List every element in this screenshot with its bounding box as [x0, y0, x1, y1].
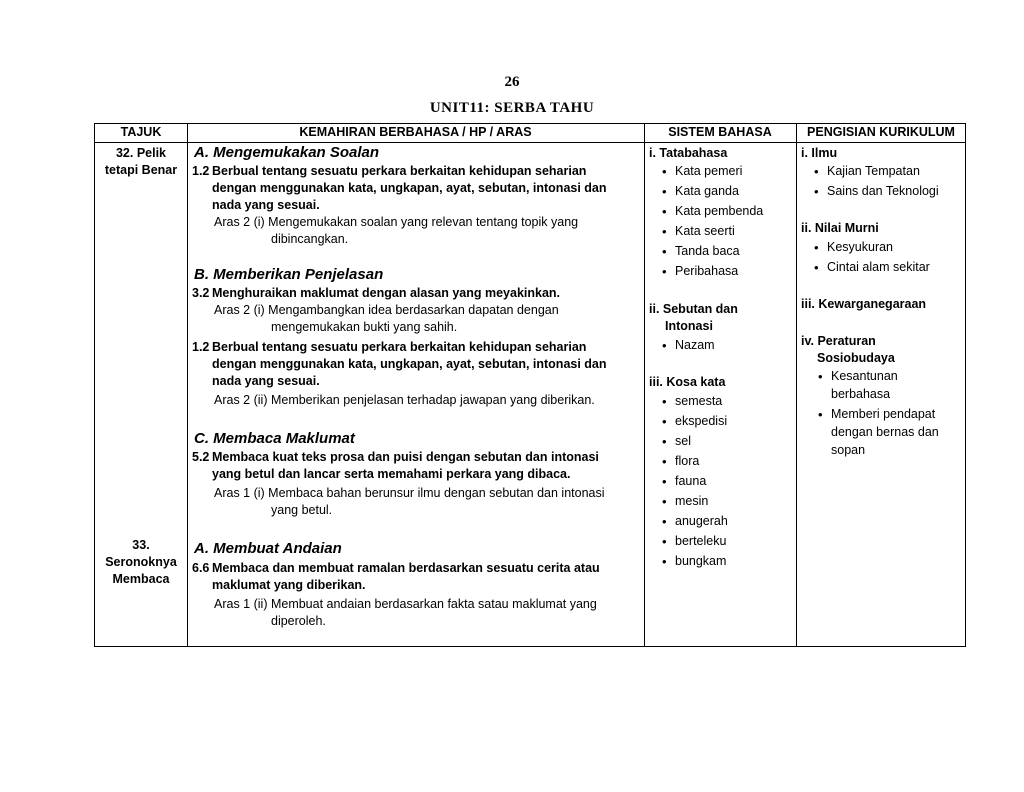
section-heading: A. Mengemukakan Soalan: [194, 144, 380, 161]
header-sistem-bahasa: SISTEM BAHASA: [668, 125, 772, 139]
page-number: 26: [504, 74, 520, 90]
lesson-plan-table: [94, 123, 966, 647]
tajuk-33-line1: 33.: [132, 538, 150, 552]
pengisian-heading: iii. Kewarganegaraan: [801, 297, 927, 311]
standard-text: nada yang sesuai.: [212, 374, 320, 388]
list-item: • Memberi pendapat: [831, 406, 935, 423]
list-item: • Kata pembenda: [675, 203, 763, 220]
list-item: • berteleku: [675, 533, 726, 550]
section-heading: A. Membuat Andaian: [194, 540, 342, 557]
column-divider: [796, 124, 797, 646]
aras-text: Aras 2 (ii) Memberikan penjelasan terhadap jawapan yang diberikan.: [214, 393, 595, 407]
list-item: • Kata seerti: [675, 223, 735, 240]
list-item: • Cintai alam sekitar: [827, 259, 930, 276]
list-item: • flora: [675, 453, 699, 470]
sistem-heading: Intonasi: [665, 319, 713, 333]
standard-text: maklumat yang diberikan.: [212, 578, 366, 592]
tajuk-32-line2: tetapi Benar: [104, 163, 178, 177]
aras-text: diperoleh.: [271, 614, 326, 628]
standard-number: 1.2: [192, 164, 210, 178]
standard-text: nada yang sesuai.: [212, 198, 320, 212]
standard-text: Menghuraikan maklumat dengan alasan yang meyakinkan.: [212, 286, 561, 300]
column-divider: [187, 124, 188, 646]
list-item: • Kata pemeri: [675, 163, 742, 180]
standard-number: 5.2: [192, 450, 210, 464]
sistem-heading: iii. Kosa kata: [649, 375, 726, 389]
tajuk-33-line2: Seronoknya: [105, 555, 177, 569]
section-heading: C. Membaca Maklumat: [194, 430, 355, 447]
aras-text: Aras 2 (i) Mengambangkan idea berdasarkan dapatan dengan: [214, 303, 559, 317]
tajuk-32-line1: 32. Pelik: [115, 146, 167, 160]
standard-text: Berbual tentang sesuatu perkara berkaitan kehidupan seharian: [212, 340, 587, 354]
list-item: • mesin: [675, 493, 708, 510]
list-item: • semesta: [675, 393, 722, 410]
pengisian-heading: Sosiobudaya: [817, 351, 895, 365]
column-divider: [644, 124, 645, 646]
list-item: • Sains dan Teknologi: [827, 183, 939, 200]
list-item: • ekspedisi: [675, 413, 727, 430]
unit-title: UNIT11: SERBA TAHU: [429, 100, 595, 116]
table-header-row: [95, 124, 965, 143]
header-pengisian-kurikulum: PENGISIAN KURIKULUM: [807, 125, 955, 139]
aras-text: dibincangkan.: [271, 232, 349, 246]
list-item: • anugerah: [675, 513, 728, 530]
pengisian-heading: ii. Nilai Murni: [801, 221, 879, 235]
list-item: • bungkam: [675, 553, 726, 570]
standard-number: 1.2: [192, 340, 210, 354]
header-tajuk: TAJUK: [120, 125, 162, 139]
standard-text: Membaca dan membuat ramalan berdasarkan sesuatu cerita atau: [212, 561, 600, 575]
standard-text: Membaca kuat teks prosa dan puisi dengan sebutan dan intonasi: [212, 450, 599, 464]
list-item: • sel: [675, 433, 691, 450]
standard-text: Berbual tentang sesuatu perkara berkaitan kehidupan seharian: [212, 164, 587, 178]
pengisian-heading: iv. Peraturan: [801, 334, 876, 348]
sistem-heading: ii. Sebutan dan: [649, 302, 738, 316]
aras-text: yang betul.: [271, 503, 333, 517]
standard-text: dengan menggunakan kata, ungkapan, ayat, sebutan, intonasi dan: [212, 181, 607, 195]
standard-number: 6.6: [192, 561, 210, 575]
pengisian-heading: i. Ilmu: [801, 146, 838, 160]
list-item-continuation: dengan bernas dan: [831, 425, 939, 439]
list-item: • Kata ganda: [675, 183, 739, 200]
aras-text: Aras 1 (ii) Membuat andaian berdasarkan fakta satau maklumat yang: [214, 597, 597, 611]
aras-text: mengemukakan bukti yang sahih.: [271, 320, 458, 334]
list-item: • Kajian Tempatan: [827, 163, 920, 180]
standard-number: 3.2: [192, 286, 210, 300]
section-heading: B. Memberikan Penjelasan: [194, 266, 384, 283]
aras-text: Aras 2 (i) Mengemukakan soalan yang relevan tentang topik yang: [214, 215, 579, 229]
list-item: • Tanda baca: [675, 243, 740, 260]
header-kemahiran: KEMAHIRAN BERBAHASA / HP / ARAS: [299, 125, 532, 139]
list-item: • fauna: [675, 473, 706, 490]
tajuk-33-line3: Membaca: [112, 572, 170, 586]
list-item-continuation: sopan: [831, 443, 866, 457]
list-item-continuation: berbahasa: [831, 387, 891, 401]
list-item: • Kesantunan: [831, 368, 898, 385]
list-item: • Nazam: [675, 337, 715, 354]
standard-text: yang betul dan lancar serta memahami perkara yang dibaca.: [212, 467, 571, 481]
sistem-heading: i. Tatabahasa: [649, 146, 728, 160]
aras-text: Aras 1 (i) Membaca bahan berunsur ilmu dengan sebutan dan intonasi: [214, 486, 605, 500]
standard-text: dengan menggunakan kata, ungkapan, ayat, sebutan, intonasi dan: [212, 357, 607, 371]
list-item: • Peribahasa: [675, 263, 738, 280]
list-item: • Kesyukuran: [827, 239, 893, 256]
